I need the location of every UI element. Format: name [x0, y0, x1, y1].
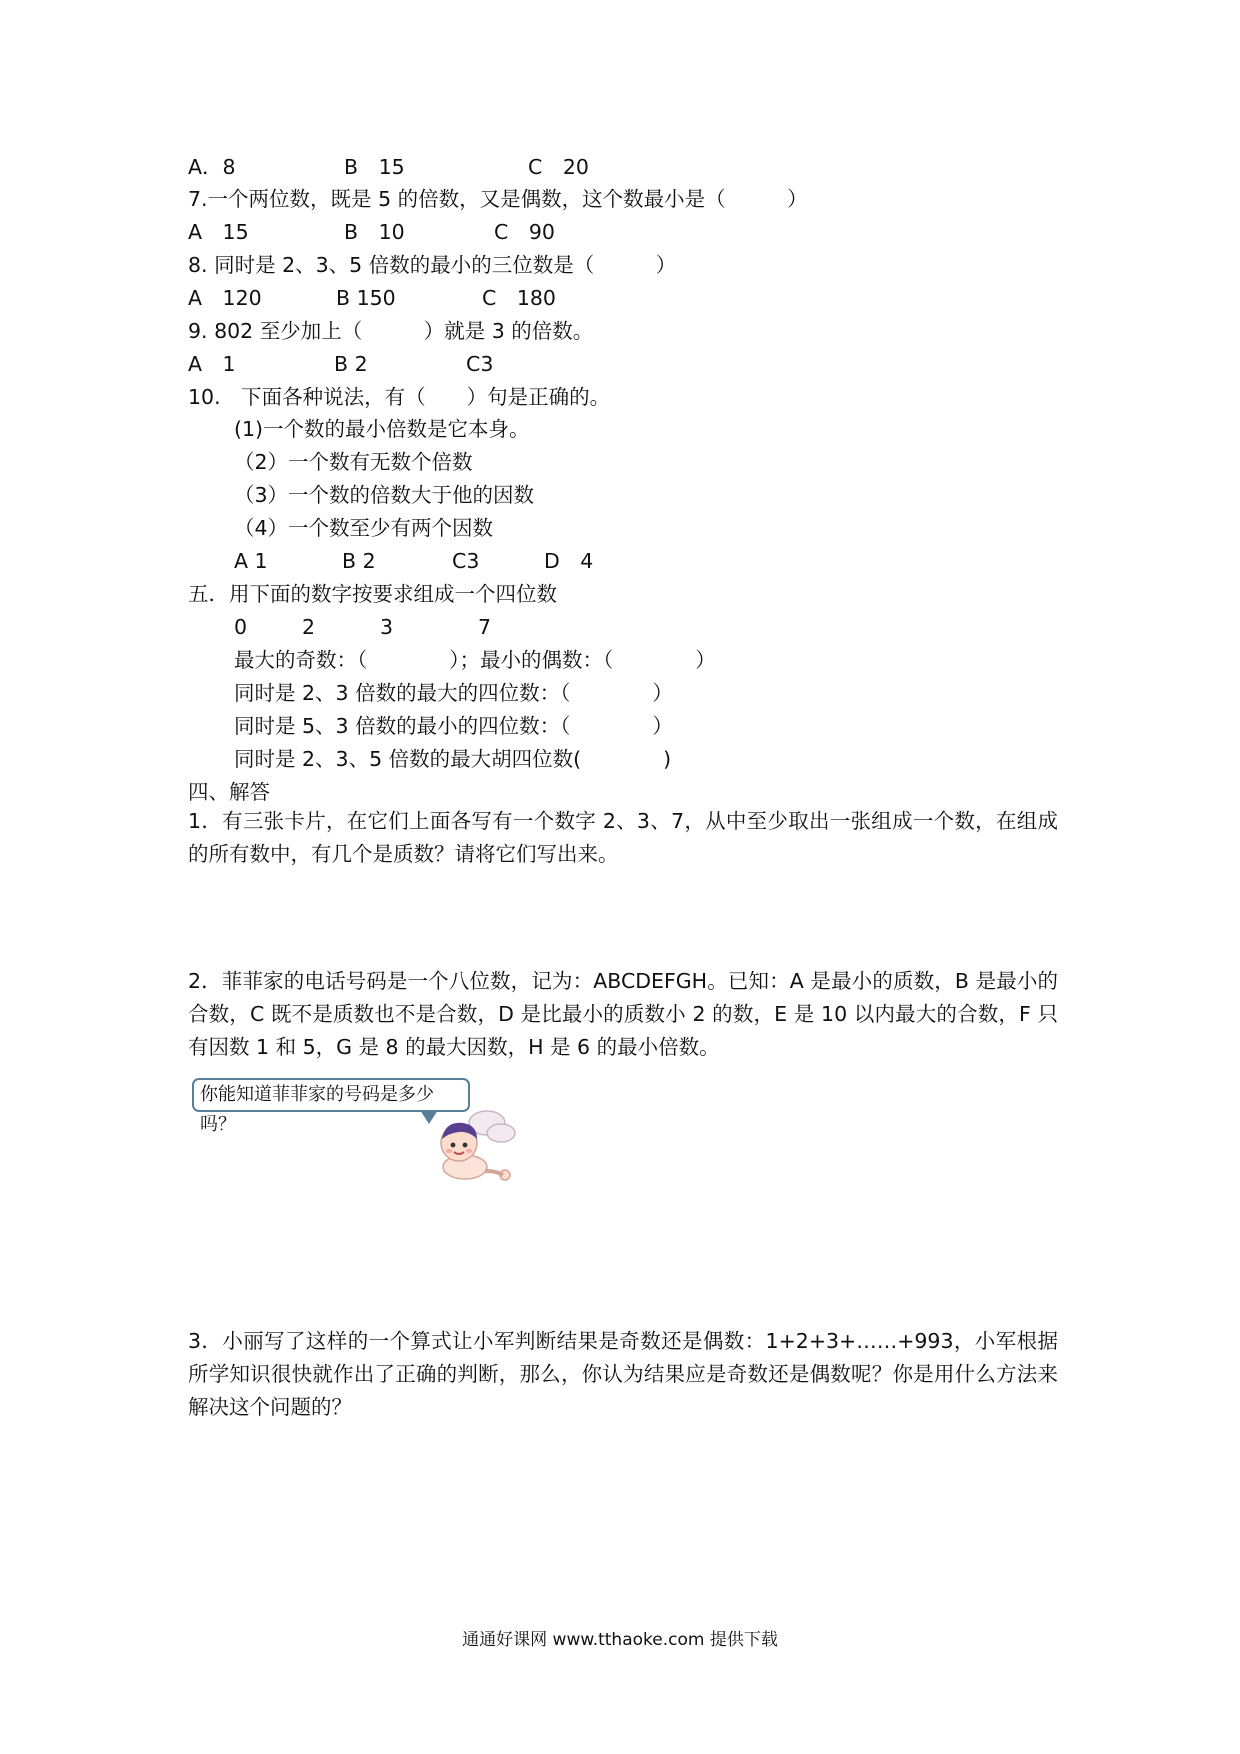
- section5-title: 五．用下面的数字按要求组成一个四位数: [188, 582, 557, 606]
- section4-title: 四、解答: [188, 780, 270, 804]
- q10-option-c: C3: [452, 549, 480, 573]
- q10-option-d: D 4: [544, 549, 594, 573]
- q8-option-a: A 120: [188, 286, 262, 310]
- q6-option-b: B 15: [344, 155, 405, 179]
- q10-option-a: A 1: [234, 549, 268, 573]
- section5-line-3: 同时是 5、3 倍数的最小的四位数：（ ）: [234, 714, 673, 738]
- q10-statement-4: （4）一个数至少有两个因数: [234, 516, 494, 540]
- q6-option-c: C 20: [528, 155, 589, 179]
- q7-option-c: C 90: [494, 220, 555, 244]
- digit-4: 7: [478, 615, 492, 639]
- q10-option-b: B 2: [342, 549, 376, 573]
- q9-option-c: C3: [466, 352, 494, 376]
- section5-line-2: 同时是 2、3 倍数的最大的四位数：（ ）: [234, 681, 673, 705]
- q8-option-b: B 150: [336, 286, 396, 310]
- problem-2: 2．菲菲家的电话号码是一个八位数，记为：ABCDEFGH。已知：A 是最小的质数，B 是最小的合数，C 既不是质数也不是合数，D 是比最小的质数小 2 的数，E 是 10 以内最大的合数，F 只有因数 1 和 5，G 是 8 的最大因数，H 是 6 的最小倍数。: [188, 969, 1058, 1059]
- section5-line-1: 最大的奇数：（ ）；最小的偶数：（ ）: [234, 648, 716, 672]
- problem-1: 1．有三张卡片，在它们上面各写有一个数字 2、3、7，从中至少取出一张组成一个数，在组成的所有数中，有几个是质数？请将它们写出来。: [188, 809, 1058, 866]
- q10-statement-3: （3）一个数的倍数大于他的因数: [234, 483, 535, 507]
- digit-3: 3: [380, 615, 394, 639]
- q10-statement-2: （2）一个数有无数个倍数: [234, 450, 473, 474]
- digit-1: 0: [234, 615, 248, 639]
- q7-option-a: A 15: [188, 220, 249, 244]
- q10-question: 10. 下面各种说法，有（ ）句是正确的。: [188, 385, 611, 409]
- q7-option-b: B 10: [344, 220, 405, 244]
- q8-question: 8. 同时是 2、3、5 倍数的最小的三位数是（ ）: [188, 253, 677, 277]
- footer: 通通好课网 www.tthaoke.com 提供下载: [462, 1630, 778, 1650]
- section5-line-4: 同时是 2、3、5 倍数的最大胡四位数( ): [234, 747, 672, 771]
- q9-option-b: B 2: [334, 352, 368, 376]
- problem-3: 3．小丽写了这样的一个算式让小军判断结果是奇数还是偶数：1+2+3+……+993，小军根据所学知识很快就作出了正确的判断，那么，你认为结果应是奇数还是偶数呢？你是用什么方法来解决这个问题的？: [188, 1329, 1058, 1419]
- speech-bubble-text: 你能知道菲菲家的号码是多少吗？: [200, 1084, 434, 1135]
- q9-question: 9. 802 至少加上（ ）就是 3 的倍数。: [188, 319, 594, 343]
- q8-option-c: C 180: [482, 286, 556, 310]
- cupid-illustration-icon: [425, 1105, 525, 1185]
- q10-statement-1: (1)一个数的最小倍数是它本身。: [234, 417, 530, 441]
- q9-option-a: A 1: [188, 352, 236, 376]
- q6-option-a: A．8: [188, 155, 236, 179]
- q7-question: 7.一个两位数，既是 5 的倍数，又是偶数，这个数最小是（ ）: [188, 187, 808, 211]
- digit-2: 2: [302, 615, 316, 639]
